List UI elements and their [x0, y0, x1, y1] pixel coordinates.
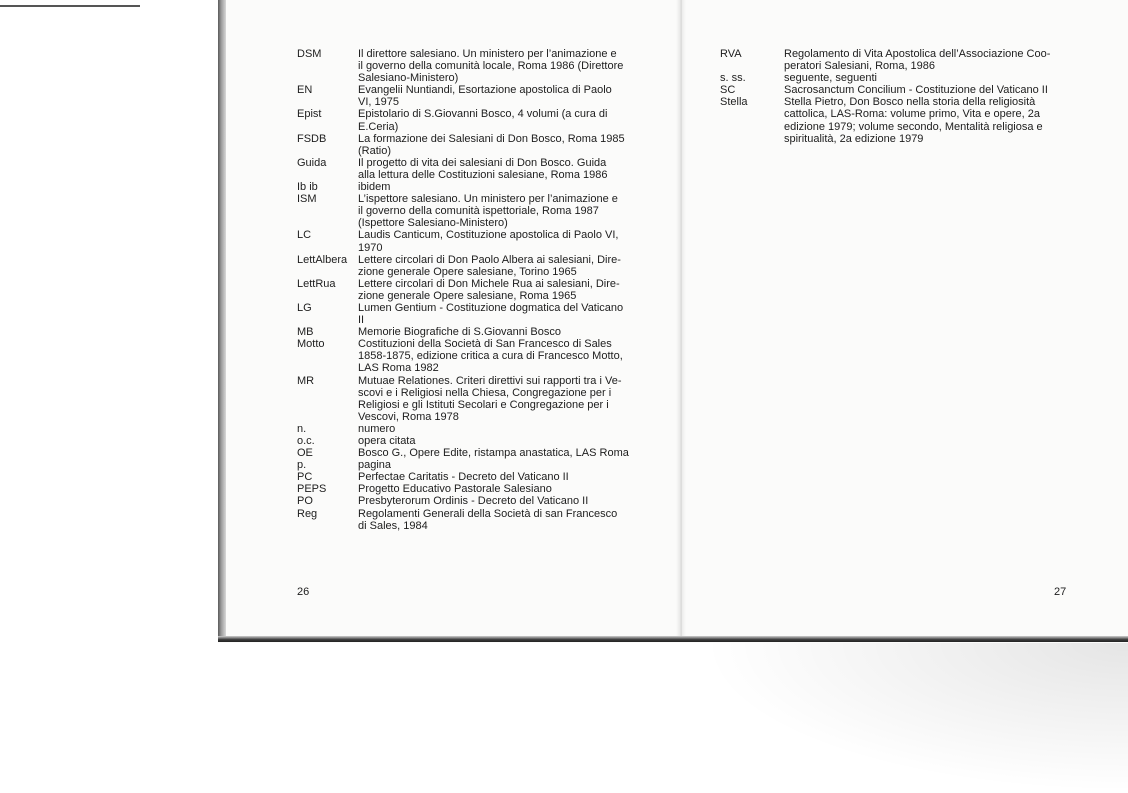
definition-line: edizione 1979; volume secondo, Mentalità religiosa e: [784, 120, 1043, 133]
abbreviation-entry: [297, 435, 642, 447]
definition-line: Laudis Canticum, Costituzione apostolica di Paolo VI,: [358, 229, 619, 242]
abbreviation-entry: [297, 508, 642, 532]
abbreviation-entry: [297, 108, 642, 132]
book-left-edge: [218, 0, 226, 642]
definition-line: Presbyterorum Ordinis - Decreto del Vaticano II: [358, 495, 589, 508]
abbreviation-definition: [784, 84, 1065, 96]
abbreviation-definition: [784, 72, 1065, 84]
abbreviation-term: ISM: [297, 193, 317, 206]
abbreviation-definition: [784, 48, 1065, 72]
definition-line: seguente, seguenti: [784, 72, 877, 85]
book-bottom-edge: [218, 636, 1128, 642]
abbreviation-entry: [720, 96, 1065, 144]
abbreviation-term: LettRua: [297, 277, 336, 290]
definition-line: numero: [358, 422, 396, 435]
definition-line: VI, 1975: [358, 96, 399, 109]
definition-line: Regolamenti Generali della Società di san Francesco: [358, 507, 618, 520]
abbreviation-definition: [358, 181, 642, 193]
abbreviation-entry: [720, 84, 1065, 96]
abbreviation-term: Ib ib: [297, 181, 318, 194]
abbreviation-term: Guida: [297, 156, 327, 169]
abbreviation-entry: [297, 375, 642, 423]
definition-line: Progetto Educativo Pastorale Salesiano: [358, 483, 552, 496]
abbreviation-definition: [358, 435, 642, 447]
abbreviation-definition: [358, 229, 642, 253]
abbreviation-definition: [358, 508, 642, 532]
definition-line: zione generale Opere salesiane, Torino 1965: [358, 265, 577, 278]
left-page-number: 26: [297, 586, 310, 598]
definition-line: cattolica, LAS-Roma: volume primo, Vita e opere, 2a: [784, 108, 1040, 121]
abbreviation-entry: [297, 278, 642, 302]
definition-line: Il direttore salesiano. Un ministero per l’animazione e: [358, 48, 617, 60]
abbreviation-definition: [784, 96, 1065, 144]
definition-line: Religiosi e gli Istituti Secolari e Congregazione per i: [358, 398, 609, 411]
abbreviation-entry: [297, 193, 642, 229]
definition-line: di Sales, 1984: [358, 519, 428, 532]
abbreviation-term: DSM: [297, 48, 322, 60]
abbreviation-entry: [297, 302, 642, 326]
definition-line: spiritualità, 2a edizione 1979: [784, 132, 924, 145]
abbreviation-entry: [297, 181, 642, 193]
definition-line: il governo della comunità locale, Roma 1986 (Direttore: [358, 60, 624, 73]
abbreviation-definition: [358, 447, 642, 459]
abbreviation-entry: [297, 254, 642, 278]
abbreviation-entry: [297, 495, 642, 507]
abbreviation-term: MB: [297, 326, 314, 339]
definition-line: Bosco G., Opere Edite, ristampa anastatica, LAS Roma: [358, 447, 629, 460]
abbreviation-entry: [297, 483, 642, 495]
book-gutter: [676, 0, 686, 642]
definition-line: Vescovi, Roma 1978: [358, 410, 459, 423]
definition-line: Lettere circolari di Don Michele Rua ai salesiani, Dire-: [358, 277, 620, 290]
definition-line: zione generale Opere salesiane, Roma 1965: [358, 289, 577, 302]
abbreviation-term: Motto: [297, 338, 325, 351]
definition-line: Lettere circolari di Don Paolo Albera ai salesiani, Dire-: [358, 253, 621, 266]
abbreviation-entry: [297, 423, 642, 435]
abbreviation-definition: [358, 133, 642, 157]
abbreviation-term: LG: [297, 301, 312, 314]
definition-line: LAS Roma 1982: [358, 362, 439, 375]
abbreviation-term: PO: [297, 495, 313, 508]
abbreviation-definition: [358, 193, 642, 229]
abbreviation-term: o.c.: [297, 435, 315, 447]
definition-line: Mutuae Relationes. Criteri direttivi sui rapporti tra i Ve-: [358, 374, 622, 387]
right-page-number: 27: [1054, 586, 1067, 598]
definition-line: Sacrosanctum Concilium - Costituzione del Vaticano II: [784, 84, 1048, 97]
abbreviation-definition: [358, 48, 642, 84]
abbreviation-definition: [358, 375, 642, 423]
abbreviation-entry: [297, 447, 642, 459]
definition-line: 1970: [358, 241, 383, 254]
abbreviation-term: EN: [297, 84, 313, 97]
abbreviation-definition: [358, 254, 642, 278]
definition-line: L’ispettore salesiano. Un ministero per l’animazione e: [358, 193, 618, 206]
top-left-rule: [0, 5, 140, 7]
abbreviation-term: FSDB: [297, 132, 327, 145]
definition-line: II: [358, 314, 365, 327]
left-page-abbreviation-list: [297, 48, 642, 532]
abbreviation-term: n.: [297, 422, 307, 435]
abbreviation-entry: [297, 48, 642, 84]
abbreviation-entry: [297, 229, 642, 253]
definition-line: alla lettura delle Costituzioni salesiane, Roma 1986: [358, 168, 608, 181]
abbreviation-term: p.: [297, 459, 307, 472]
definition-line: (Ratio): [358, 144, 392, 157]
definition-line: Il progetto di vita dei salesiani di Don Bosco. Guida: [358, 156, 607, 169]
abbreviation-term: RVA: [720, 48, 742, 60]
definition-line: 1858-1875, edizione critica a cura di Francesco Motto,: [358, 350, 623, 363]
definition-line: il governo della comunità ispettoriale, Roma 1987: [358, 205, 599, 218]
abbreviation-definition: [358, 278, 642, 302]
abbreviation-entry: [720, 72, 1065, 84]
abbreviation-term: PC: [297, 471, 313, 484]
definition-line: Epistolario di S.Giovanni Bosco, 4 volumi (a cura di: [358, 108, 608, 121]
abbreviation-entry: [297, 459, 642, 471]
definition-line: La formazione dei Salesiani di Don Bosco, Roma 1985: [358, 132, 625, 145]
definition-line: opera citata: [358, 435, 416, 447]
abbreviation-term: Epist: [297, 108, 322, 121]
definition-line: Memorie Biografiche di S.Giovanni Bosco: [358, 326, 561, 339]
definition-line: Salesiano-Ministero): [358, 72, 459, 85]
abbreviation-entry: [297, 84, 642, 108]
abbreviation-entry: [297, 133, 642, 157]
abbreviation-definition: [358, 108, 642, 132]
abbreviation-term: Reg: [297, 507, 318, 520]
definition-line: E.Ceria): [358, 120, 399, 133]
definition-line: scovi e i Religiosi nella Chiesa, Congregazione per i: [358, 386, 612, 399]
abbreviation-term: s. ss.: [720, 72, 746, 85]
definition-line: peratori Salesiani, Roma, 1986: [784, 60, 936, 73]
definition-line: ibidem: [358, 181, 391, 194]
abbreviation-term: PEPS: [297, 483, 327, 496]
definition-line: Perfectae Caritatis - Decreto del Vaticano II: [358, 471, 569, 484]
abbreviation-definition: [358, 338, 642, 374]
abbreviation-definition: [358, 495, 642, 507]
right-page-abbreviation-list: [720, 48, 1065, 145]
definition-line: (Ispettore Salesiano-Ministero): [358, 217, 508, 230]
abbreviation-term: OE: [297, 447, 313, 460]
definition-line: pagina: [358, 459, 392, 472]
abbreviation-entry: [297, 326, 642, 338]
abbreviation-term: Stella: [720, 96, 748, 109]
abbreviation-entry: [297, 338, 642, 374]
definition-line: Lumen Gentium - Costituzione dogmatica del Vaticano: [358, 301, 624, 314]
abbreviation-definition: [358, 423, 642, 435]
abbreviation-definition: [358, 459, 642, 471]
abbreviation-definition: [358, 84, 642, 108]
definition-line: Regolamento di Vita Apostolica dell’Associazione Coo-: [784, 48, 1051, 60]
abbreviation-definition: [358, 326, 642, 338]
abbreviation-entry: [720, 48, 1065, 72]
abbreviation-term: LC: [297, 229, 312, 242]
abbreviation-term: MR: [297, 374, 315, 387]
abbreviation-term: LettAlbera: [297, 253, 348, 266]
abbreviation-definition: [358, 471, 642, 483]
abbreviation-definition: [358, 483, 642, 495]
definition-line: Costituzioni della Società di San Francesco di Sales: [358, 338, 612, 351]
abbreviation-term: SC: [720, 84, 736, 97]
abbreviation-entry: [297, 471, 642, 483]
definition-line: Evangelii Nuntiandi, Esortazione apostolica di Paolo: [358, 84, 612, 97]
definition-line: Stella Pietro, Don Bosco nella storia della religiosità: [784, 96, 1036, 109]
background-shadow: [700, 643, 1128, 793]
abbreviation-definition: [358, 157, 642, 181]
abbreviation-entry: [297, 157, 642, 181]
abbreviation-definition: [358, 302, 642, 326]
